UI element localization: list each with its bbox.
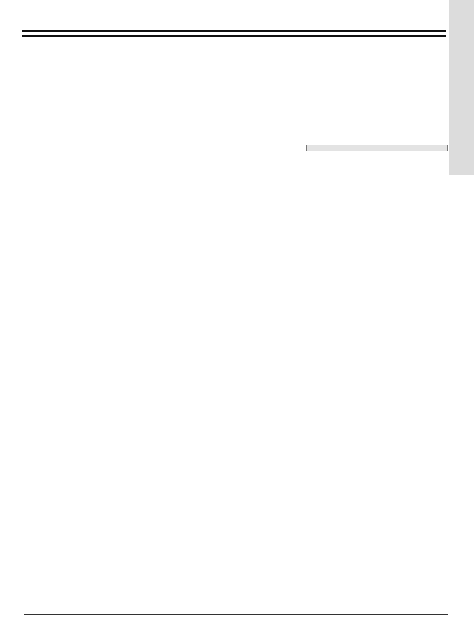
side-tab	[449, 0, 474, 175]
column-left	[24, 160, 164, 170]
footer	[24, 614, 448, 617]
bottom-rule	[22, 35, 446, 37]
masthead	[22, 30, 446, 37]
top-rule	[22, 30, 446, 32]
side-tab-label	[449, 40, 474, 130]
contents-sidebar	[306, 145, 448, 605]
sidebar-header	[306, 145, 448, 151]
